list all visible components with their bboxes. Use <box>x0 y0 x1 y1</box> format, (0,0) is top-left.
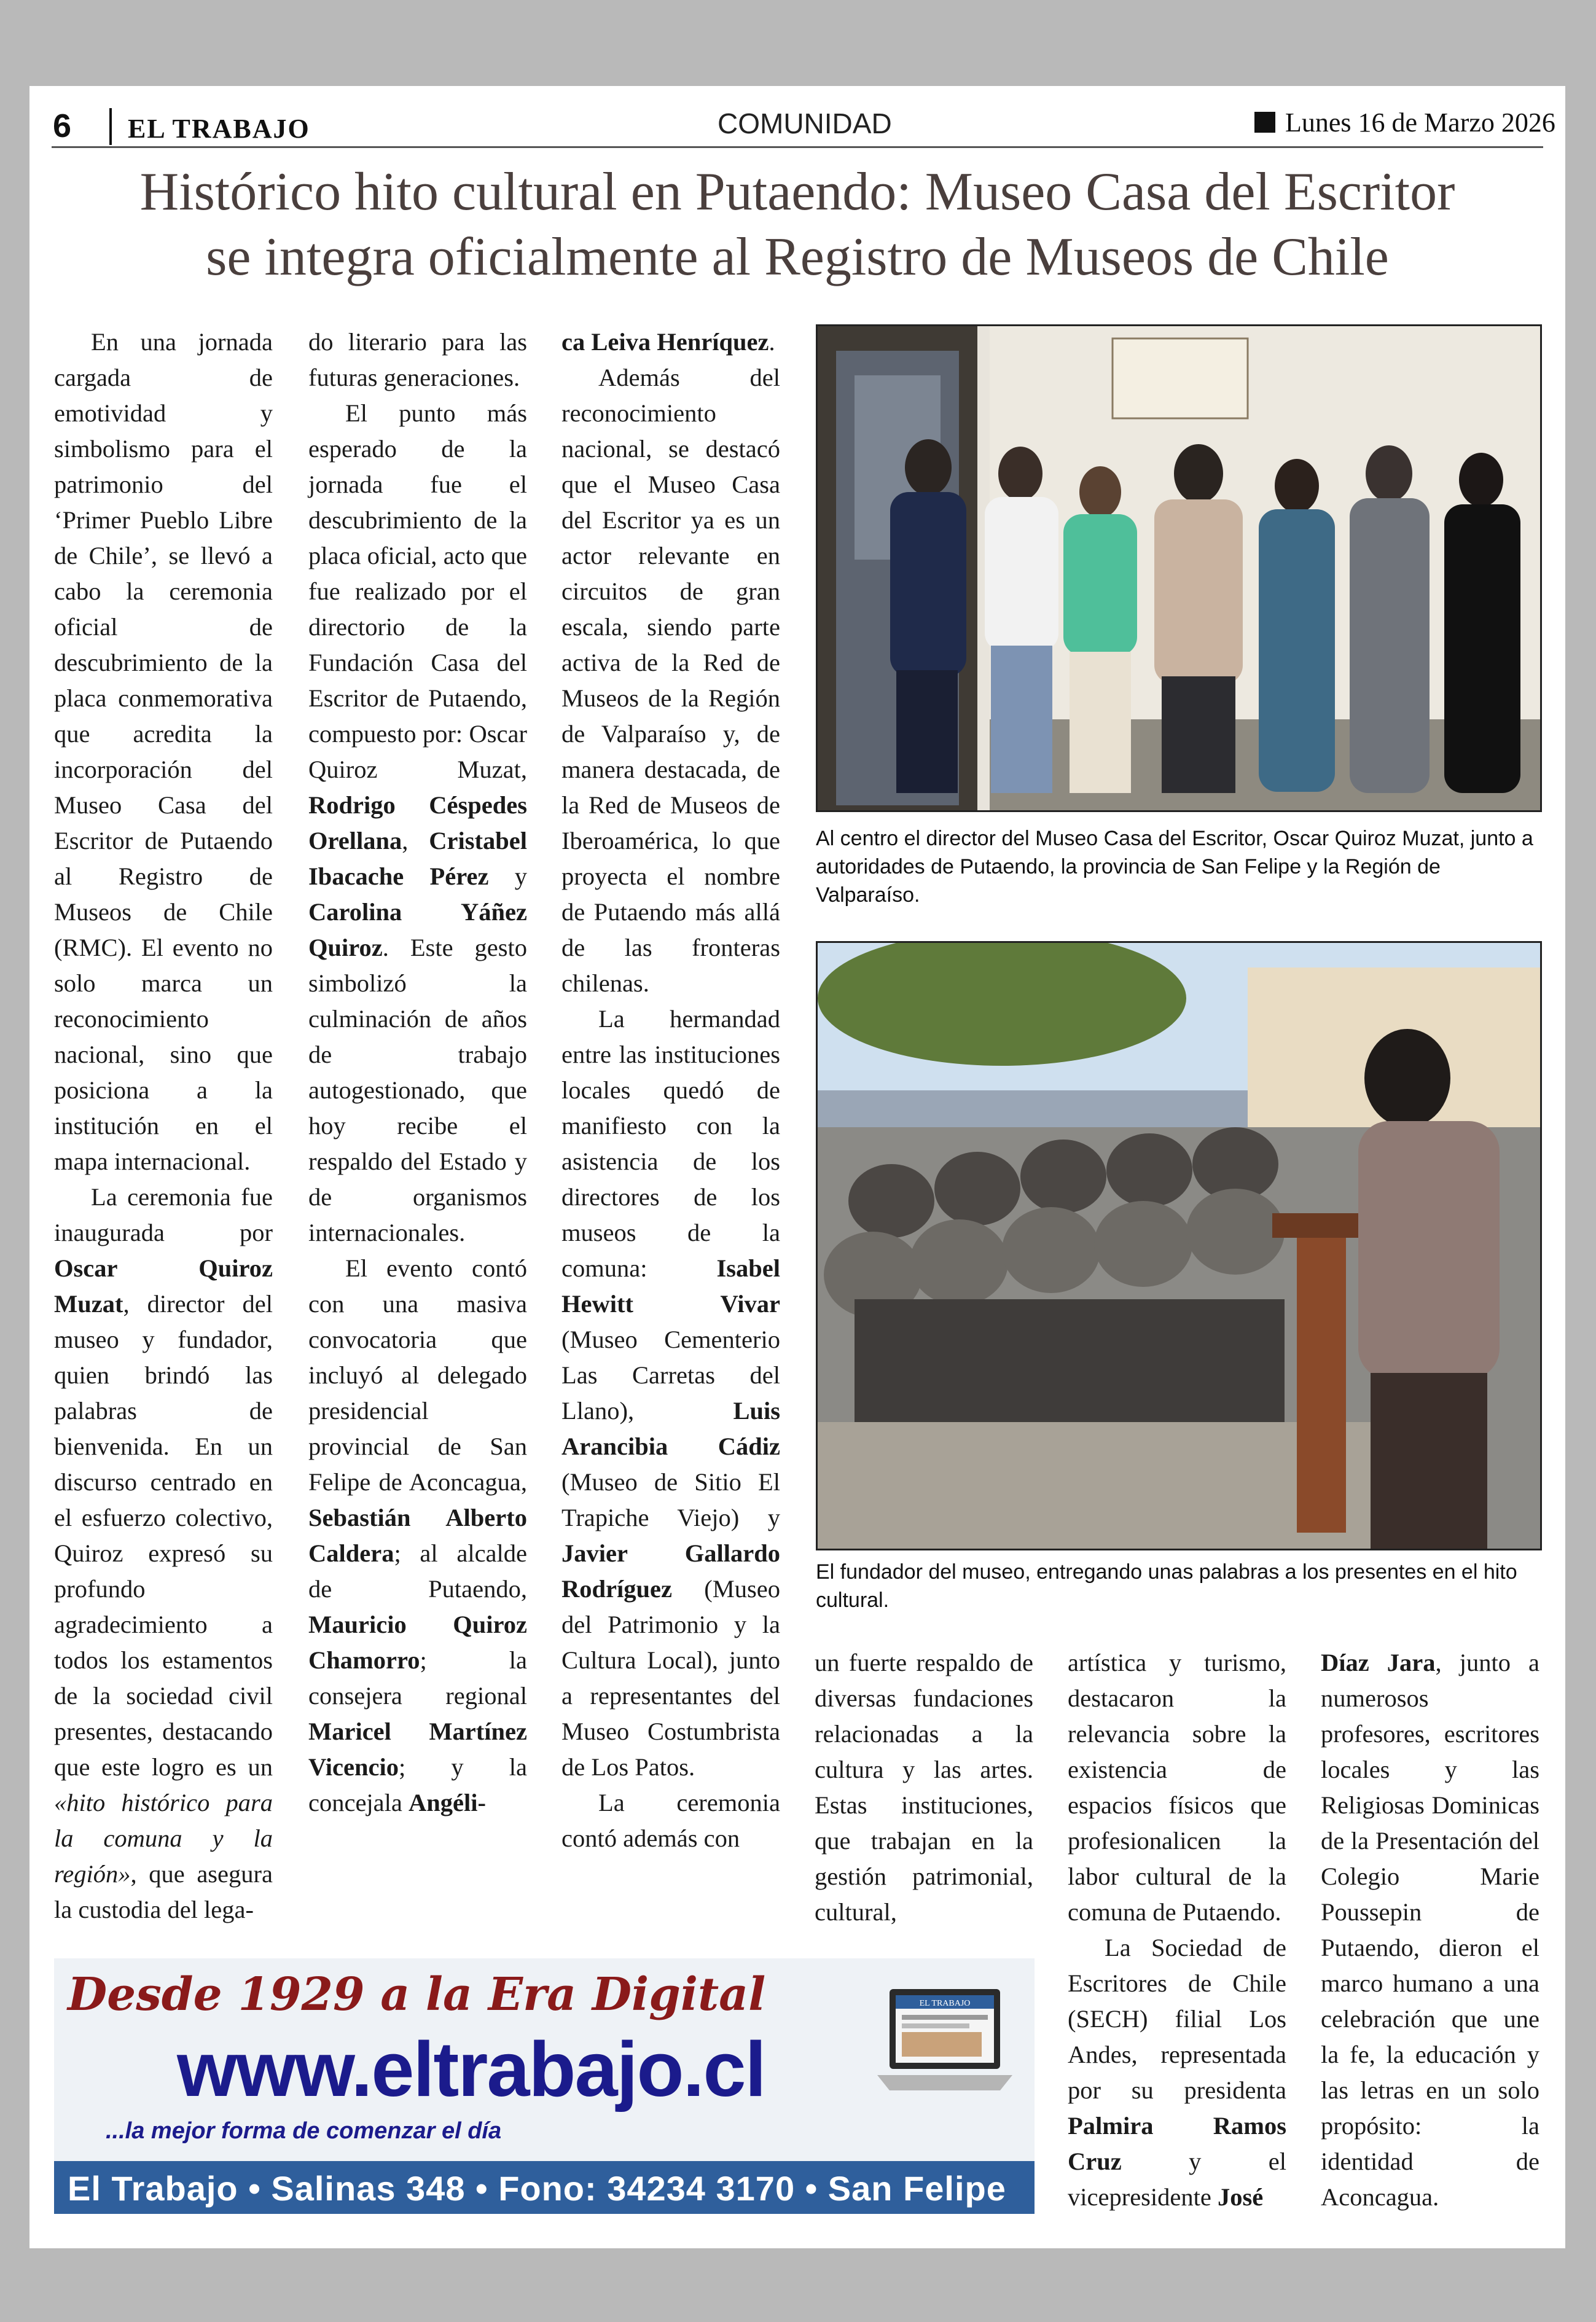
person-name: Angéli- <box>409 1789 487 1816</box>
person-name: Sebastián Alberto Caldera <box>308 1504 527 1567</box>
article-column-3 <box>561 324 780 1856</box>
newspaper-page <box>29 86 1565 2248</box>
paragraph: do literario para las futuras generaciones. <box>308 328 527 391</box>
section-title: COMUNIDAD <box>718 108 892 139</box>
article-headline <box>52 160 1543 290</box>
paragraph: El punto más esperado de la jornada fue el descubrimiento de la placa oficial, acto que fue realizado por el directorio de la Fundación Casa del Escritor de Putaendo, compuesto por: Oscar Quiroz Muzat, Rodrigo Céspedes Orellana, Cristabel Ibacache Pérez y Carolina Yáñez Quiroz. Este gesto simbolizó la culminación de años de trabajo autogestionado, que hoy recibe el respaldo del Estado y de organismos internacionales. <box>308 399 527 1246</box>
header-rule <box>52 146 1543 148</box>
article-column-6 <box>1321 1645 1539 2215</box>
paragraph: Además del reconocimiento nacional, se destacó que el Museo Casa del Escritor ya es un actor relevante en circuitos de gran escala, siendo parte activa de la Red de Museos de la Región de Valparaíso y, de manera destacada, de la Red de Museos de Iberoamérica, lo que proyecta el nombre de Putaendo más allá de las fronteras chilenas. <box>561 364 780 997</box>
ad-tagline: ...la mejor forma de comenzar el día <box>106 2118 502 2144</box>
person-name: Javier Gallardo Rodríguez <box>561 1539 780 1603</box>
quote: «hito histórico para la comuna y la región» <box>54 1789 273 1888</box>
ceremony-photo-illustration <box>818 943 1540 1549</box>
article-column-4 <box>815 1645 1033 1930</box>
person-name: José <box>1218 2183 1264 2211</box>
article-column-1 <box>54 324 273 1928</box>
person-name: Oscar Quiroz Muzat <box>54 1254 273 1318</box>
issue-date: Lunes 16 de Marzo 2026 <box>1285 108 1555 138</box>
paragraph: ca Leiva Henríquez. <box>561 328 775 356</box>
group-photo <box>816 324 1542 812</box>
ad-website-link[interactable]: www.eltrabajo.cl <box>177 2026 765 2113</box>
person-name: ca Leiva Henríquez <box>561 328 769 356</box>
page-number: 6 <box>53 108 72 144</box>
paragraph: Díaz Jara, junto a numerosos profesores, escritores locales y las Religiosas Dominicas de la Presentación del Colegio Marie Poussepin de Putaendo, dieron el marco humano a una celebración que une la fe, la educación y las letras en un solo propósito: la identidad de Aconcagua. <box>1321 1649 1539 2211</box>
paragraph: El evento contó con una masiva convocatoria que incluyó al delegado presidencial provincial de San Felipe de Aconcagua, Sebastián Alberto Caldera; al alcalde de Putaendo, Mauricio Quiroz Chamorro; la consejera regional Maricel Martínez Vicencio; y la concejala Angéli- <box>308 1254 527 1816</box>
person-name: Maricel Martínez Vicencio <box>308 1718 527 1781</box>
photo-caption-1: Al centro el director del Museo Casa del Escritor, Oscar Quiroz Muzat, junto a autoridades de Putaendo, la provincia de San Felipe y la Región de Valparaíso. <box>816 827 1533 907</box>
ad-contact-info: El Trabajo • Salinas 348 • Fono: 34234 3170 • San Felipe <box>68 2169 1006 2208</box>
paragraph: artística y turismo, destacaron la relevancia sobre la existencia de espacios físicos que profesionalicen la labor cultural de la comuna de Putaendo. <box>1068 1649 1286 1926</box>
person-name: Luis Arancibia Cádiz <box>561 1397 780 1460</box>
person-name: Díaz Jara <box>1321 1649 1436 1676</box>
laptop-screen-masthead: EL TRABAJO <box>919 1999 971 2008</box>
paragraph: un fuerte respaldo de diversas fundaciones relacionadas a la cultura y las artes. Estas instituciones, que trabajan en la gestión patrimonial, cultural, <box>815 1649 1033 1926</box>
advertisement-banner[interactable] <box>54 1958 1035 2214</box>
group-photo-illustration <box>818 326 1540 810</box>
newspaper-name: EL TRABAJO <box>128 114 310 144</box>
paragraph: La ceremonia fue inaugurada por Oscar Quiroz Muzat, director del museo y fundador, quien brindó las palabras de bienvenida. En un discurso centrado en el esfuerzo colectivo, Quiroz expresó su profundo agradecimiento a todos los estamentos de la sociedad civil presentes, destacando que este logro es un «hito histórico para la comuna y la región», que asegura la custodia del lega- <box>54 1183 273 1923</box>
person-name: Rodrigo Céspedes Orellana <box>308 791 527 854</box>
headline-line-2: se integra oficialmente al Registro de Museos de Chile <box>206 227 1389 287</box>
article-column-5 <box>1068 1645 1286 2215</box>
paragraph: En una jornada cargada de emotividad y simbolismo para el patrimonio del ‘Primer Pueblo Libre de Chile’, se llevó a cabo la ceremonia oficial de descubrimiento de la placa conmemorativa que acredita la incorporación del Museo Casa del Escritor de Putaendo al Registro de Museos de Chile (RMC). El evento no solo marca un reconocimiento nacional, sino que posiciona a la institución en el mapa internacional. <box>54 328 273 1175</box>
paragraph: La hermandad entre las instituciones locales quedó de manifiesto con la asistencia de los directores de los museos de la comuna: Isabel Hewitt Vivar (Museo Cementerio Las Carretas del Llano), Luis Arancibia Cádiz (Museo de Sitio El Trapiche Viejo) y Javier Gallardo Rodríguez (Museo del Patrimonio y la Cultura Local), junto a representantes del Museo Costumbrista de Los Patos. <box>561 1005 780 1781</box>
person-name: Mauricio Quiroz Chamorro <box>308 1611 527 1674</box>
photo-caption-2: El fundador del museo, entregando unas palabras a los presentes en el hito cultural. <box>816 1560 1517 1612</box>
headline-line-1: Histórico hito cultural en Putaendo: Museo Casa del Escritor <box>139 162 1455 222</box>
person-name: Carolina Yáñez Quiroz <box>308 898 527 961</box>
laptop-icon <box>877 1983 1012 2106</box>
ceremony-photo <box>816 941 1542 1550</box>
person-name: Cristabel Ibacache Pérez <box>308 827 527 890</box>
paragraph: La ceremonia contó además con <box>561 1789 780 1852</box>
person-name: Isabel Hewitt Vivar <box>561 1254 780 1318</box>
header-divider <box>109 108 112 145</box>
person-name: Palmira Ramos Cruz <box>1068 2112 1286 2175</box>
article-column-2 <box>308 324 527 1821</box>
date-square-icon <box>1254 112 1275 133</box>
ad-slogan: Desde 1929 a la Era Digital <box>68 1968 766 2021</box>
paragraph: La Sociedad de Escritores de Chile (SECH) filial Los Andes, representada por su presidenta Palmira Ramos Cruz y el vicepresidente José <box>1068 1934 1286 2211</box>
